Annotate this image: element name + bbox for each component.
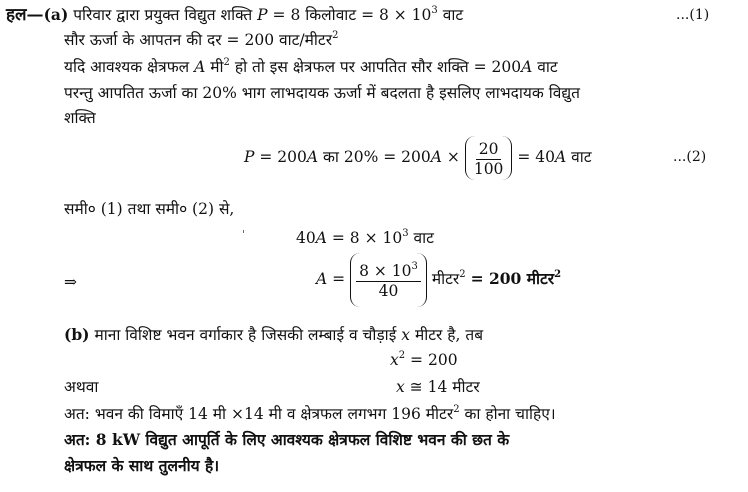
part-b-line-1 [64, 325, 483, 345]
eq3-tail: वाट [408, 229, 434, 247]
solution-line-3 [64, 57, 558, 77]
part-b-label: (b) [64, 325, 90, 344]
power-unit: वाट [437, 6, 464, 24]
eq2-times: × [446, 148, 460, 166]
eq2-var-a-3: A [555, 148, 567, 166]
eq6-rhs: ≅ 14 मीटर [404, 378, 480, 396]
part-b-pre: माना विशिष्ट भवन वर्गाकार है जिसकी लम्बाई व चौड़ाई [94, 326, 397, 344]
area-post: हो तो इस क्षेत्रफल पर आपतित सौर शक्ति = 200 [234, 58, 522, 76]
dimensions-tail: का होना चाहिए। [459, 405, 556, 423]
solar-rate-text: सौर ऊर्जा के आपतन की दर = 200 वाट/मीटर [64, 31, 333, 49]
equation-5 [390, 350, 458, 370]
combine-line: समी० (1) तथा समी० (2) से, [64, 200, 235, 218]
eq2-tail: वाट [566, 148, 592, 166]
solution-line-2 [64, 30, 338, 50]
eq3-rhs: = 8 × 10 [326, 229, 403, 247]
eq-number-2: ...(2) [673, 149, 707, 165]
eq4-num-exp: 3 [411, 260, 418, 272]
solution-line-4: परन्तु आपतित ऊर्जा का 20% भाग लाभदायक ऊर्जा में बदलता है इसलिए लाभदायक विद्युत [64, 84, 580, 102]
eq4-unit-exp: 2 [459, 269, 466, 280]
eq2-part3: = 40 [517, 148, 555, 166]
area-unit: मी [210, 58, 224, 76]
part-a-label: (a) [43, 5, 69, 24]
eq2-part2: का 20% = 200 [323, 148, 431, 166]
conclusion-line-1: अत: 8 kW विद्युत आपूर्ति के लिए आवश्यक क्षेत्रफल विशिष्ट भवन की छत के [64, 430, 510, 449]
part-b-post: मीटर है, तब [414, 326, 484, 344]
area-unit-exp: 2 [223, 57, 230, 68]
equation-4 [316, 252, 561, 307]
eq4-result: = 200 मीटर [470, 269, 555, 288]
eq2-paren [465, 136, 513, 180]
eq6-var-x: x [396, 378, 405, 396]
conclusion-line-2: क्षेत्रफल के साथ तुलनीय है। [64, 456, 220, 475]
eq2-part1: = 200 [259, 148, 307, 166]
power-eq: = 8 किलोवाट = 8 × 10 [272, 6, 432, 24]
equation-6 [396, 377, 480, 397]
dimensions-exp: 2 [453, 404, 460, 415]
eq3-lhs: 40 [296, 229, 316, 247]
eq3-exp: 3 [402, 228, 409, 239]
power-exp: 3 [431, 5, 438, 16]
implies-arrow: ⇒ [64, 273, 77, 291]
eq4-result-exp: 2 [554, 269, 562, 280]
area-tail: वाट [532, 58, 558, 76]
part-b-line-2 [64, 404, 556, 424]
eq2-var-a: A [306, 148, 319, 166]
eq4-eq: = [332, 270, 346, 288]
eq2-numerator: 20 [476, 140, 502, 160]
eq4-num-text: 8 × 10 [359, 261, 412, 280]
solution-line-5: शक्ति [64, 109, 96, 127]
solar-rate-exp: 2 [332, 30, 339, 41]
scan-tick: ' [242, 228, 246, 241]
dimensions-text: अत: भवन की विमाएँ 14 मी ×14 मी व क्षेत्रफल लगभग 196 मीटर [64, 405, 454, 423]
eq2-denominator: 100 [473, 159, 504, 178]
eq4-fraction [356, 262, 421, 301]
eq5-var-x: x [390, 351, 399, 369]
eq3-var-a: A [315, 229, 327, 247]
eq4-unit: मीटर [431, 270, 460, 288]
eq5-rhs: = 200 [405, 351, 458, 369]
equation-2 [244, 135, 592, 180]
solution-heading: हल— [6, 5, 44, 25]
eq4-paren [350, 253, 427, 307]
area-pre: यदि आवश्यक क्षेत्रफल [64, 58, 190, 76]
part-b-var-x: x [401, 326, 410, 344]
or-label: अथवा [64, 378, 99, 396]
var-a: A [194, 58, 206, 76]
equation-3 [296, 228, 434, 248]
eq4-numerator [356, 262, 421, 282]
var-p: P [257, 6, 268, 24]
eq4-var-a: A [316, 270, 328, 288]
eq2-var-p: P [244, 148, 255, 166]
power-text: परिवार द्वारा प्रयुक्त विद्युत शक्ति [73, 6, 253, 24]
eq2-var-a-2: A [430, 148, 442, 166]
eq4-denominator: 40 [378, 281, 399, 300]
solution-line-1 [6, 5, 463, 25]
eq-number-1: ...(1) [676, 7, 710, 23]
eq5-exp: 2 [398, 350, 406, 361]
eq2-fraction [471, 140, 507, 179]
var-a-2: A [521, 58, 533, 76]
